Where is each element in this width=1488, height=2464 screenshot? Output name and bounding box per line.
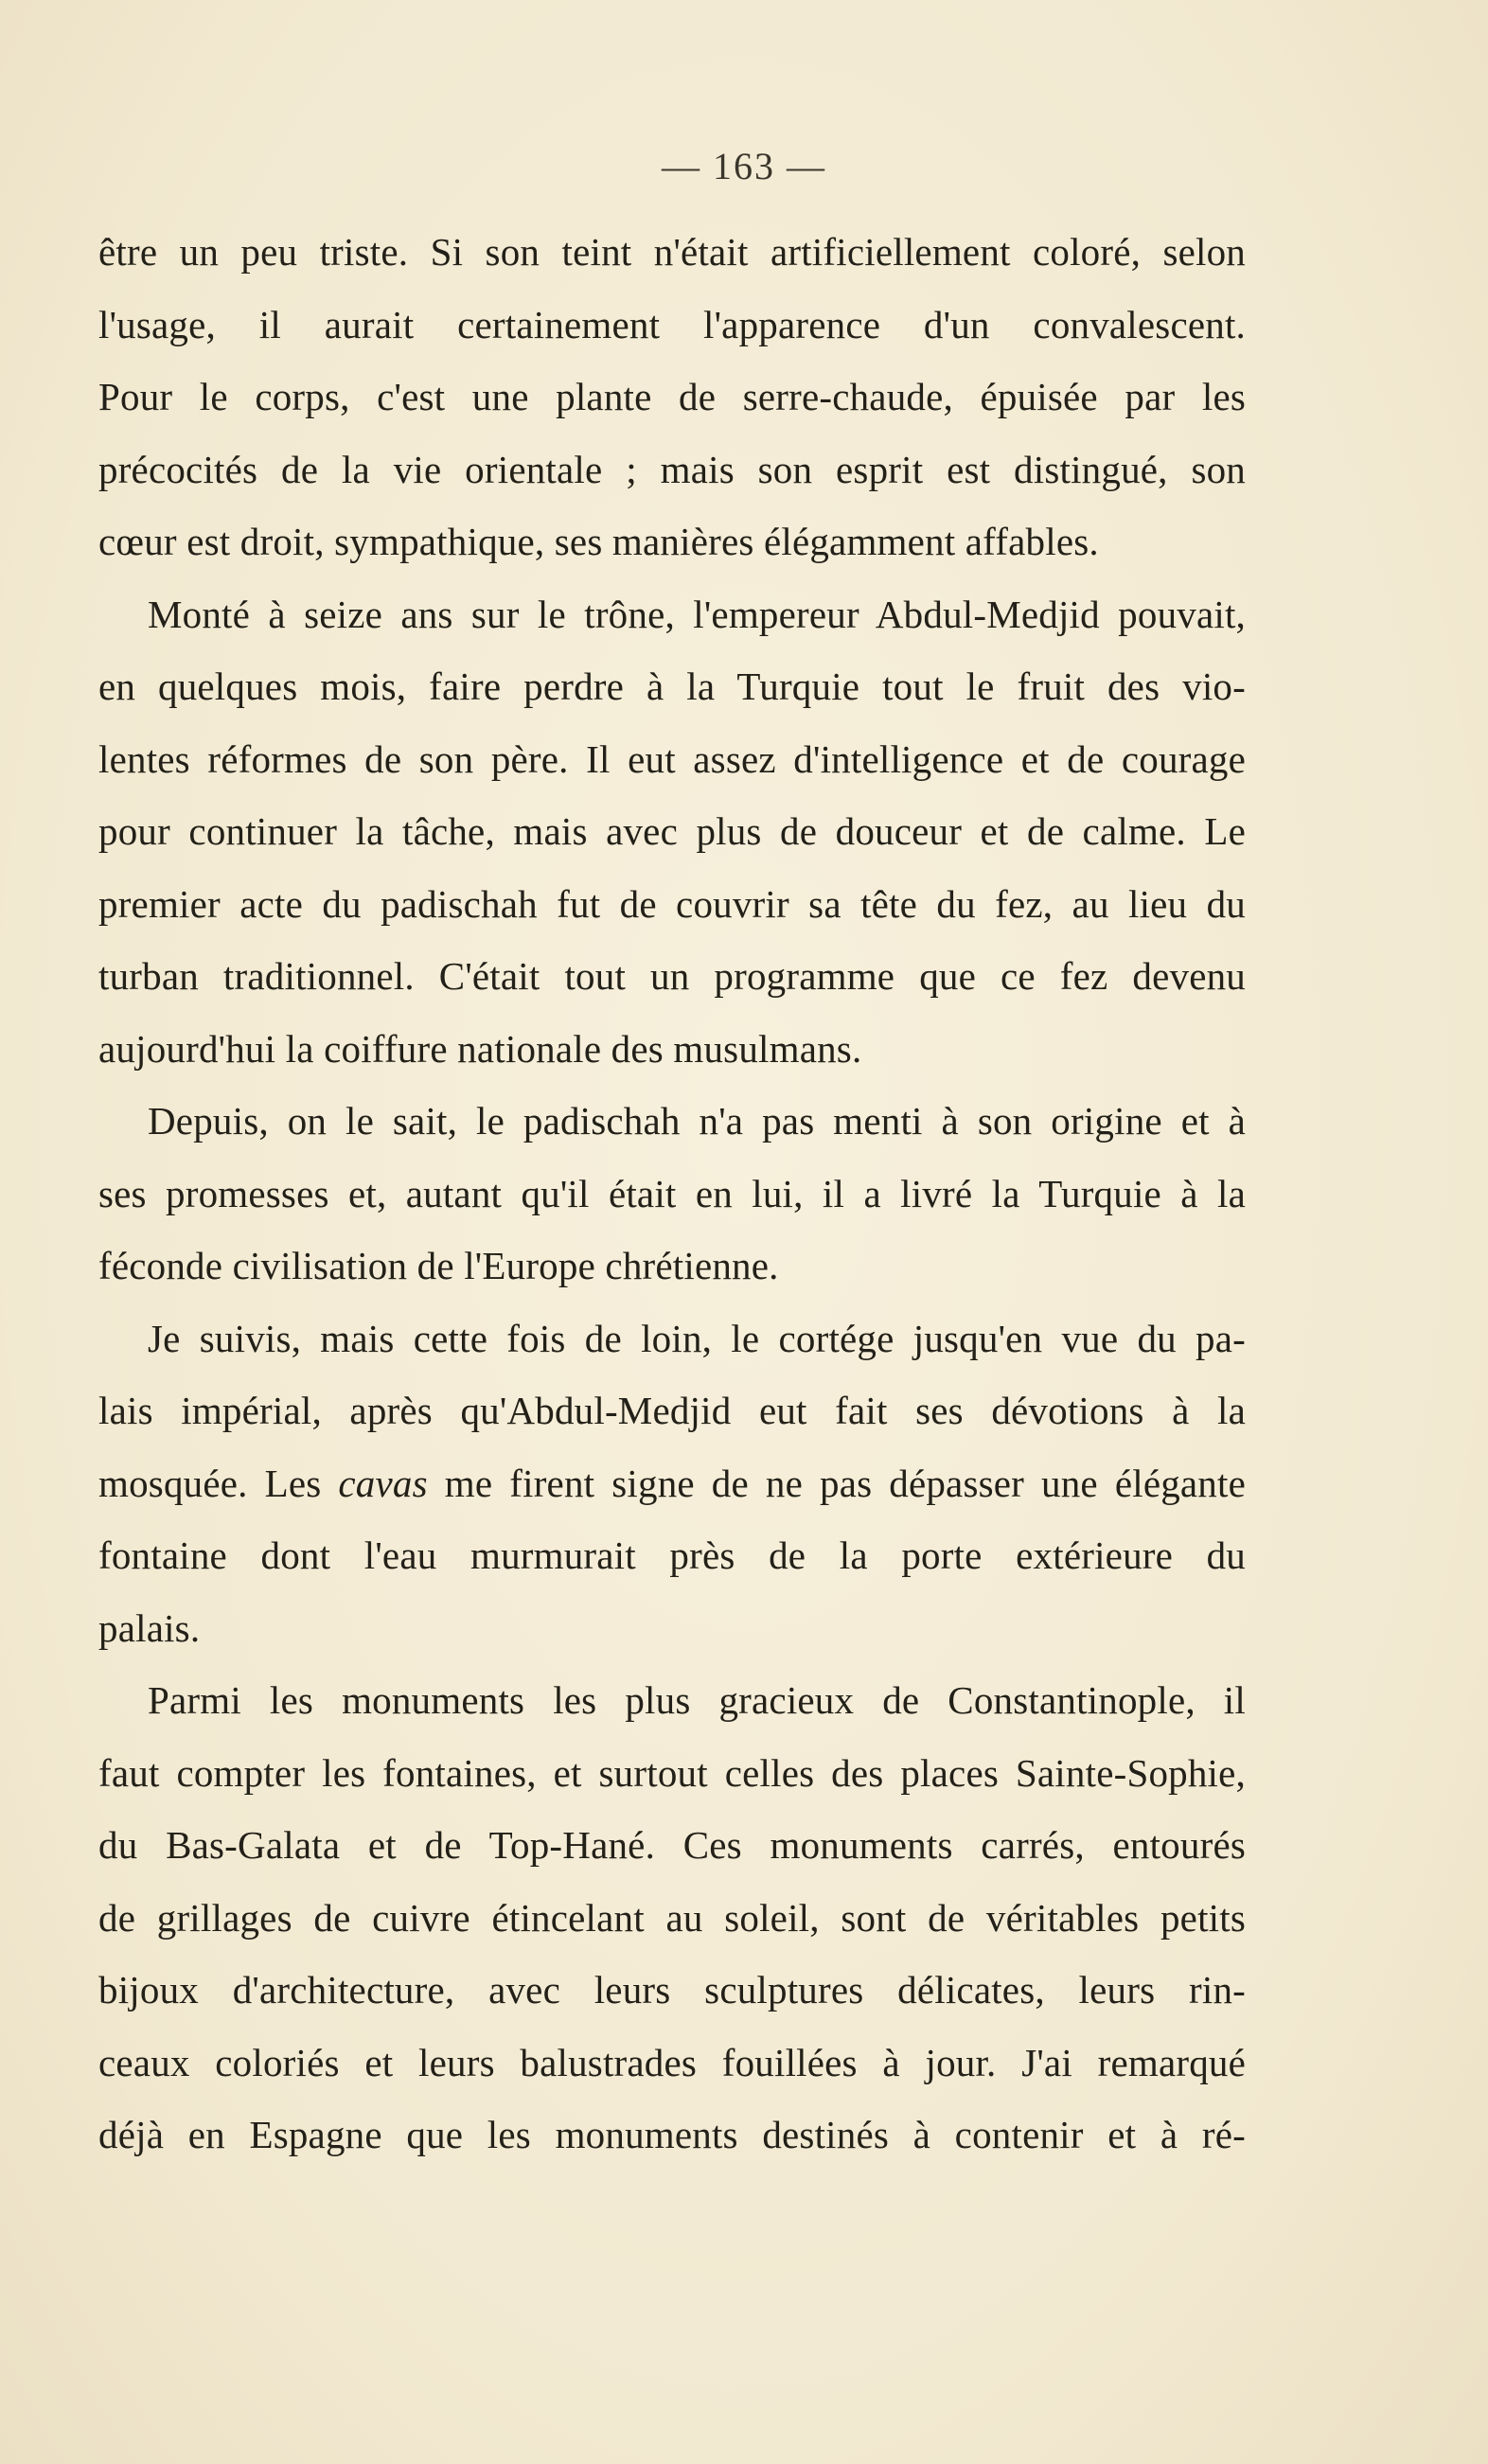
text-line: Monté à seize ans sur le trône, l'empereur Abdul-Medjid pouvait, xyxy=(148,592,1246,636)
text-line: déjà en Espagne que les monuments destinés à contenir et à ré- xyxy=(98,2113,1246,2156)
paragraph xyxy=(98,216,1246,578)
text-line: palais. xyxy=(98,1605,201,1650)
text-line: mosquée. Les cavas me firent signe de ne pas dépasser une élégante xyxy=(98,1461,1246,1505)
text-line: aujourd'hui la coiffure nationale des musulmans. xyxy=(98,1026,862,1071)
text-line: lentes réformes de son père. Il eut assez d'intelligence et de courage xyxy=(98,736,1246,781)
text-line: de grillages de cuivre étincelant au soleil, sont de véritables petits xyxy=(98,1895,1246,1940)
text-line: turban traditionnel. C'était tout un programme que ce fez devenu xyxy=(98,954,1246,998)
text-line: féconde civilisation de l'Europe chrétienne. xyxy=(98,1244,779,1287)
paragraph xyxy=(98,1303,1246,1665)
paragraph xyxy=(98,578,1246,1086)
text-line: précocités de la vie orientale ; mais son esprit est distingué, son xyxy=(98,447,1246,491)
text-line: être un peu triste. Si son teint n'était artificiellement coloré, selon xyxy=(98,230,1246,274)
paragraph xyxy=(98,1664,1246,2172)
text-line: faut compter les fontaines, et surtout celles des places Sainte-Sophie, xyxy=(98,1750,1246,1795)
text-line: en quelques mois, faire perdre à la Turquie tout le fruit des vio- xyxy=(98,665,1246,708)
text-line: cœur est droit, sympathique, ses manières élégamment affables. xyxy=(98,520,1099,563)
text-line: ses promesses et, autant qu'il était en lui, il a livré la Turquie à la xyxy=(98,1171,1246,1215)
paragraph xyxy=(98,1085,1246,1303)
text-line: bijoux d'architecture, avec leurs sculptures délicates, leurs rin- xyxy=(98,1968,1246,2012)
text-line: lais impérial, après qu'Abdul-Medjid eut fait ses dévotions à la xyxy=(98,1389,1246,1432)
italic-term: cavas xyxy=(338,1461,428,1505)
text-line: premier acte du padischah fut de couvrir sa tête du fez, au lieu du xyxy=(98,881,1246,926)
text-line: pour continuer la tâche, mais avec plus de douceur et de calme. Le xyxy=(98,809,1246,853)
text-line: Je suivis, mais cette fois de loin, le cortége jusqu'en vue du pa- xyxy=(148,1316,1246,1360)
text-line: Depuis, on le sait, le padischah n'a pas menti à son origine et à xyxy=(148,1099,1246,1143)
text-line: ceaux coloriés et leurs balustrades fouillées à jour. J'ai remarqué xyxy=(98,2040,1246,2084)
page-number: — 163 — xyxy=(662,145,826,187)
text-line: fontaine dont l'eau murmurait près de la porte extérieure du xyxy=(98,1533,1246,1577)
body-text xyxy=(98,216,1246,2172)
text-line: Pour le corps, c'est une plante de serre-chaude, épuisée par les xyxy=(98,375,1246,418)
text-line: Parmi les monuments les plus gracieux de Constantinople, il xyxy=(148,1678,1246,1722)
text-line: l'usage, il aurait certainement l'apparence d'un convalescent. xyxy=(98,302,1246,346)
text-line: du Bas-Galata et de Top-Hané. Ces monuments carrés, entourés xyxy=(98,1823,1246,1867)
